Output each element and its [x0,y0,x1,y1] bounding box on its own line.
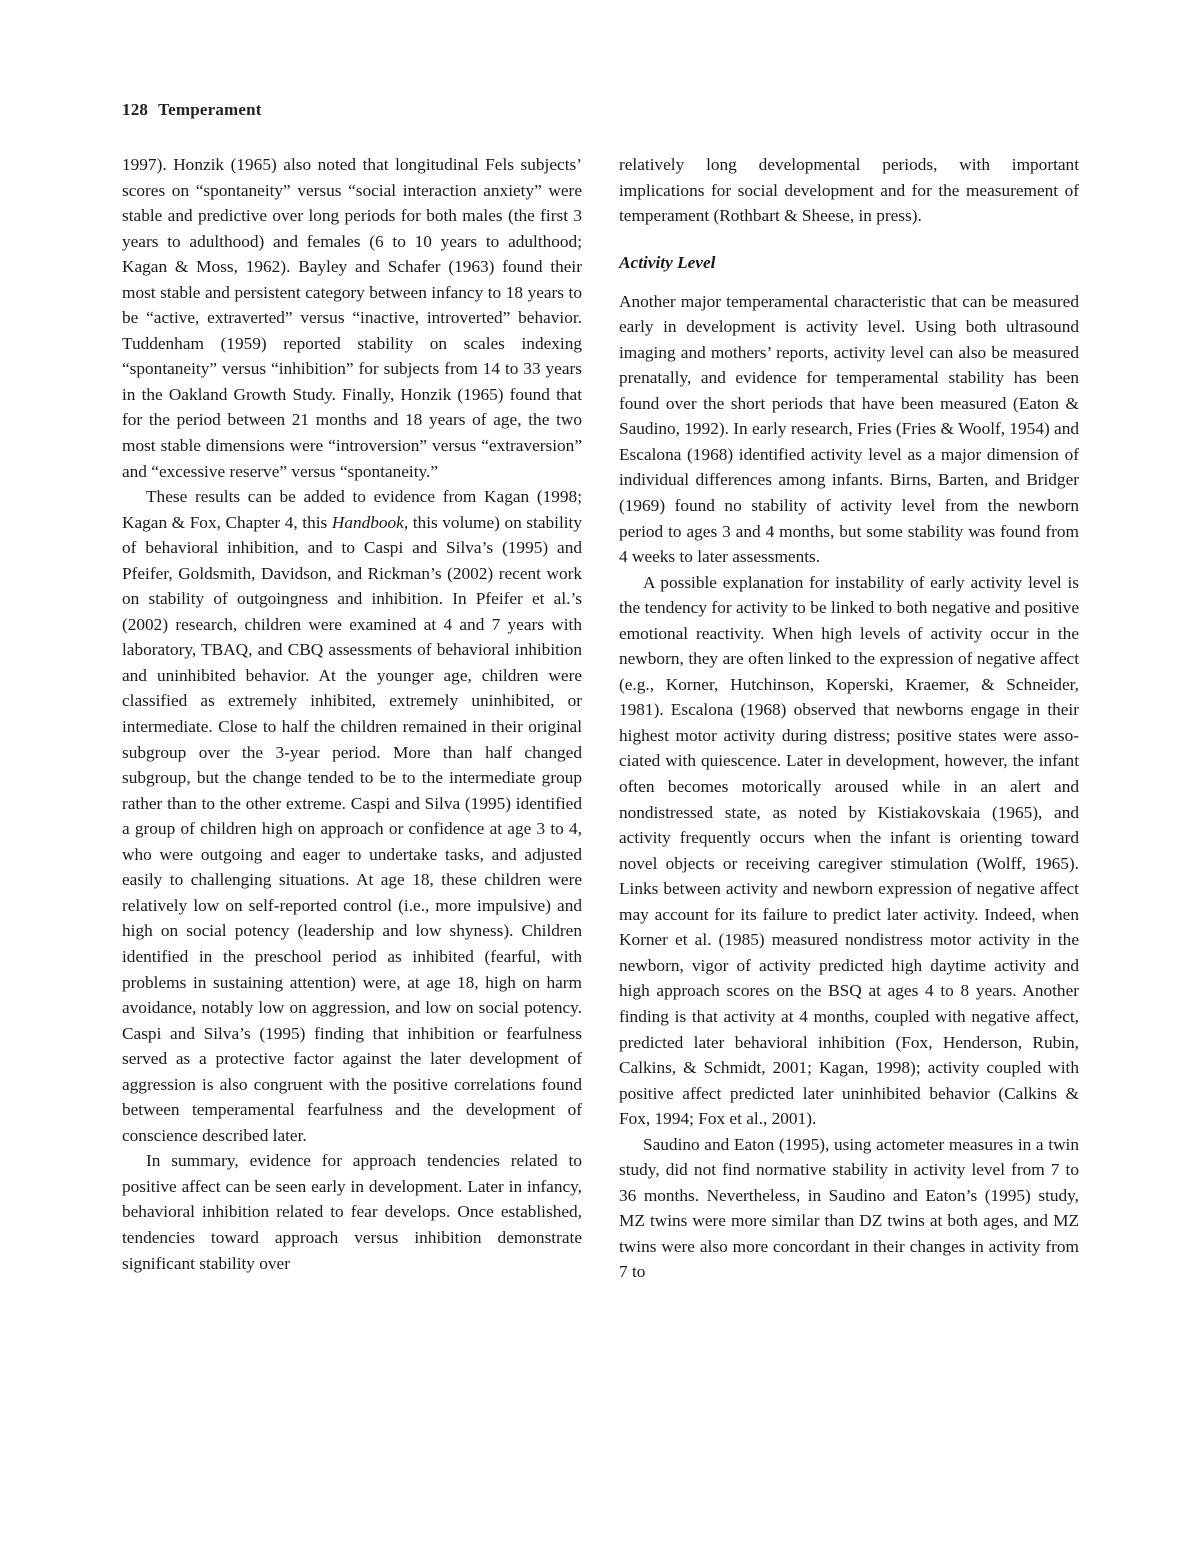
left-paragraph-2-text-a: These results can be added to evidence from Kagan (1998; Kagan & Fox, Chapter 4, this [122,487,582,532]
right-column [619,152,1079,1285]
right-paragraph-3: A possible explanation for instability of early activity level is the tendency for activity to be linked to both negative and positive emotional reactivity. When high levels of activity occur in the newborn, they are often linked to the expression of negative affect (e.g., Korner, Hutchinson, Koperski, Kraemer, & Schneider, 1981). Escalona (1968) observed that newborns engage in their highest motor activity during distress; positive states were associated with quiescence. Later in development, however, the infant often becomes motorically aroused while in an alert and nondistressed state, as noted by Kistiakovskaia (1965), and activity frequently occurs when the infant is orienting toward novel objects or receiving caregiver stimulation (Wolff, 1965). Links between activity and newborn expression of negative affect may account for its failure to predict later activity. Indeed, when Korner et al. (1985) measured nondistress motor activity in the newborn, vigor of activity predicted high daytime activity and high approach scores on the BSQ at ages 4 to 8 years. Another finding is that activity at 4 months, coupled with negative affect, predicted later behavioral inhibition (Fox, Henderson, Rubin, Calkins, & Schmidt, 2001; Kagan, 1998); activity coupled with positive affect predicted later uninhibited behavior (Calkins & Fox, 1994; Fox et al., 2001). [619,572,1079,1129]
left-paragraph-2 [122,484,582,1148]
page-number: 128 [122,100,149,119]
section-heading-activity-level: Activity Level [619,252,716,272]
left-paragraph-1: 1997). Honzik (1965) also noted that longitudinal Fels subjects’ scores on “spontaneity” versus “social interaction anxiety” were stable and predictive over long periods for both males (the first 3 years to adulthood) and females (6 to 10 years to adulthood; Kagan & Moss, 1962). Bayley and Schafer (1963) found their most stable and persistent category between infancy to 18 years to be “active, extraverted” versus “inactive, introverted” behavior. Tuddenham (1959) reported stability on scales indexing “spontaneity” versus “inhibition” for subjects from 14 to 33 years in the Oakland Growth Study. Finally, Honzik (1965) found that for the period between 21 months and 18 years of age, the two most stable dimensions were “introversion” versus “extraversion” and “excessive reserve” versus “spontaneity.” [122,155,582,481]
right-paragraph-1: relatively long developmental periods, with important implications for social development and for the measurement of temperament (Rothbart & Sheese, in press). [619,155,1079,226]
left-paragraph-2-text-b: this volume) on stability of behavioral inhibition, and to Caspi and Silva’s (1995) and Pfeifer, Goldsmith, Davidson, and Rickman’s (2002) recent work on stability of outgoingness and inhibition. In Pfeifer et al.’s (2002) research, children were examined at 4 and 7 years with laboratory, TBAQ, and CBQ assessments of behavioral inhibition and uninhibited behavior. At the younger age, children were classified as extremely inhibited, extremely uninhibited, or intermediate. Close to half the children remained in their original subgroup over the 3-year period. More than half changed subgroup, but the change tended to be to the intermediate group rather than to the other extreme. Caspi and Silva (1995) identified a group of children high on approach or confidence at age 3 to 4, who were outgoing and eager to undertake tasks, and adjusted easily to challenging situations. At age 18, these children were relatively low on self-reported control (i.e., more impulsive) and high on social potency (leadership and low shyness). Children identified in the preschool period as inhibited (fearful, with problems in sustaining attention) were, at age 18, high on harm avoidance, notably low on aggression, and low on social potency. Caspi and Silva’s (1995) finding that inhibition or fearfulness served as a protective factor against the later development of aggression is also congruent with the positive correlations found between temperamental fearfulness and the development of conscience described later. [122,512,582,1145]
running-title: Temperament [158,100,262,119]
right-paragraph-2: Another major temperamental characteristic that can be measured early in development is activity level. Using both ultrasound imaging and mothers’ reports, activity level can also be measured prenatally, and evidence for temperamental stability has been found over the short periods that have been measured (Eaton & Saudino, 1992). In early research, Fries (Fries & Woolf, 1954) and Escalona (1968) identified activity level as a major dimension of individual differences among infants. Birns, Barten, and Bridger (1969) found no stability of activity level from the newborn period to ages 3 and 4 months, but some stability was found from 4 weeks to later assessments. [619,291,1079,567]
handbook-italic: Handbook, [331,512,409,532]
left-paragraph-3: In summary, evidence for approach tendencies related to positive affect can be seen early in development. Later in infancy, behavioral inhibition related to fear develops. Once established, tendencies toward approach versus inhibition demonstrate significant stability over [122,1151,582,1273]
running-head [122,100,262,120]
right-paragraph-4: Saudino and Eaton (1995), using actometer measures in a twin study, did not find normative stability in activity level from 7 to 36 months. Nevertheless, in Saudino and Eaton’s (1995) study, MZ twins were more similar than DZ twins at both ages, and MZ twins were also more concordant in their changes in activity from 7 to [619,1134,1079,1282]
left-column [122,152,582,1276]
